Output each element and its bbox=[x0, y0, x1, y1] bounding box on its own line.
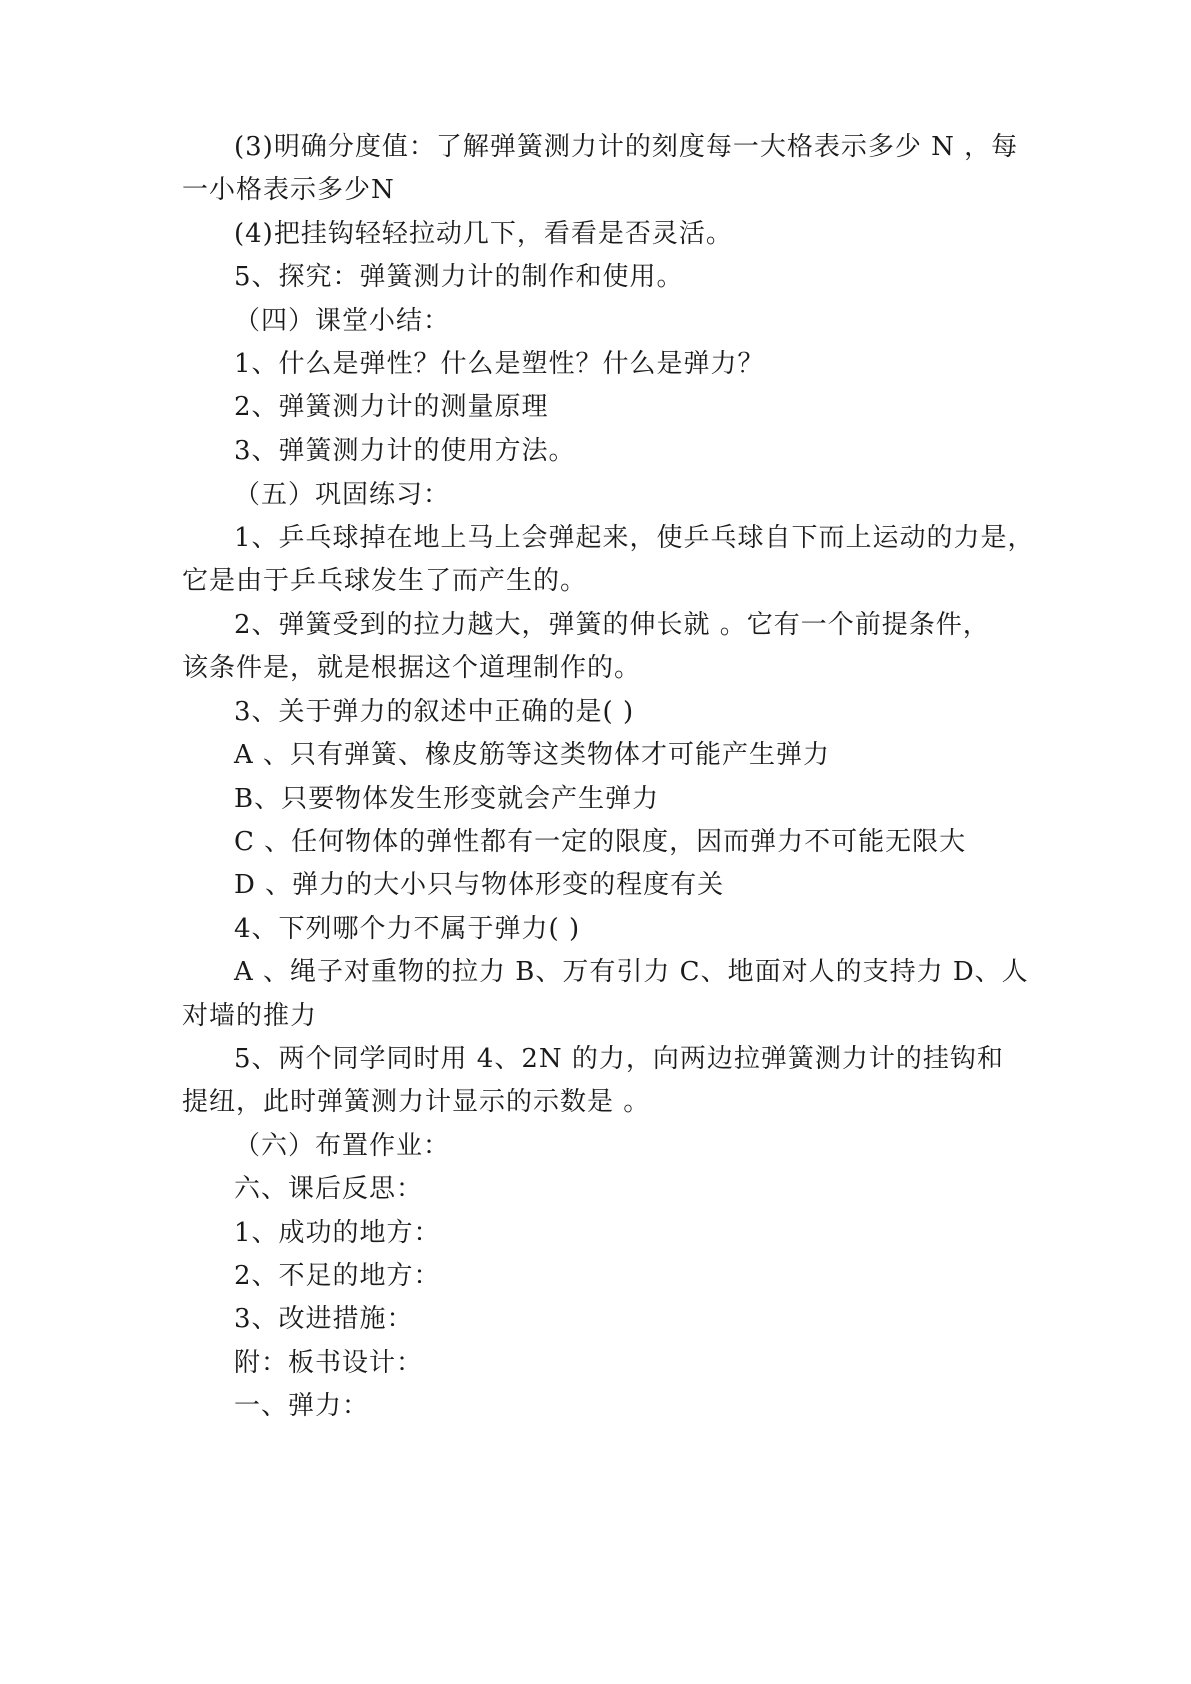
text-line-summary-2: 2、弹簧测力计的测量原理 bbox=[234, 392, 549, 422]
text-line-reflection-3: 3、改进措施： bbox=[234, 1304, 414, 1334]
text-line-question-4-options-cont: 对墙的推力 bbox=[182, 1001, 318, 1031]
text-line-option-a: A 、只有弹簧、橡皮筋等这类物体才可能产生弹力 bbox=[234, 740, 831, 770]
section-heading-practice: （五）巩固练习： bbox=[234, 480, 451, 510]
text-line-measure-division-cont: 一小格表示多少N bbox=[182, 175, 395, 205]
text-line-option-c: C 、任何物体的弹性都有一定的限度，因而弹力不可能无限大 bbox=[234, 827, 967, 857]
section-heading-homework: （六）布置作业： bbox=[234, 1131, 451, 1161]
text-line-question-4: 4、下列哪个力不属于弹力( ) bbox=[234, 914, 581, 944]
text-line-pull-hook: (4)把挂钩轻轻拉动几下，看看是否灵活。 bbox=[234, 219, 733, 249]
text-line-option-d: D 、弹力的大小只与物体形变的程度有关 bbox=[234, 870, 725, 900]
text-line-reflection-1: 1、成功的地方： bbox=[234, 1218, 441, 1248]
text-line-question-5: 5、两个同学同时用 4、2N 的力，向两边拉弹簧测力计的挂钩和 bbox=[234, 1044, 1004, 1074]
text-line-question-2-cont: 该条件是，就是根据这个道理制作的。 bbox=[182, 653, 642, 683]
section-heading-reflection: 六、课后反思： bbox=[234, 1174, 424, 1204]
section-heading-summary: （四）课堂小结： bbox=[234, 306, 451, 336]
text-line-explore: 5、探究：弹簧测力计的制作和使用。 bbox=[234, 262, 684, 292]
text-line-question-1: 1、乒乓球掉在地上马上会弹起来，使乒乓球自下而上运动的力是， bbox=[234, 523, 1035, 553]
text-line-question-4-options: A 、绳子对重物的拉力 B、万有引力 C、地面对人的支持力 D、人 bbox=[234, 957, 1029, 987]
text-line-reflection-2: 2、不足的地方： bbox=[234, 1261, 441, 1291]
text-line-elastic-force: 一、弹力： bbox=[234, 1391, 370, 1421]
text-line-measure-division: (3)明确分度值：了解弹簧测力计的刻度每一大格表示多少 N ，每 bbox=[234, 132, 1019, 162]
text-line-option-b: B、只要物体发生形变就会产生弹力 bbox=[234, 784, 660, 814]
text-line-board-design: 附：板书设计： bbox=[234, 1348, 424, 1378]
text-line-question-5-cont: 提纽，此时弹簧测力计显示的示数是 。 bbox=[182, 1087, 651, 1117]
text-line-question-3: 3、关于弹力的叙述中正确的是( ) bbox=[234, 697, 635, 727]
text-line-question-2: 2、弹簧受到的拉力越大，弹簧的伸长就 。它有一个前提条件， bbox=[234, 610, 990, 640]
text-line-summary-3: 3、弹簧测力计的使用方法。 bbox=[234, 436, 576, 466]
text-line-question-1-cont: 它是由于乒乓球发生了而产生的。 bbox=[182, 566, 588, 596]
text-line-summary-1: 1、什么是弹性？什么是塑性？什么是弹力？ bbox=[234, 349, 765, 379]
